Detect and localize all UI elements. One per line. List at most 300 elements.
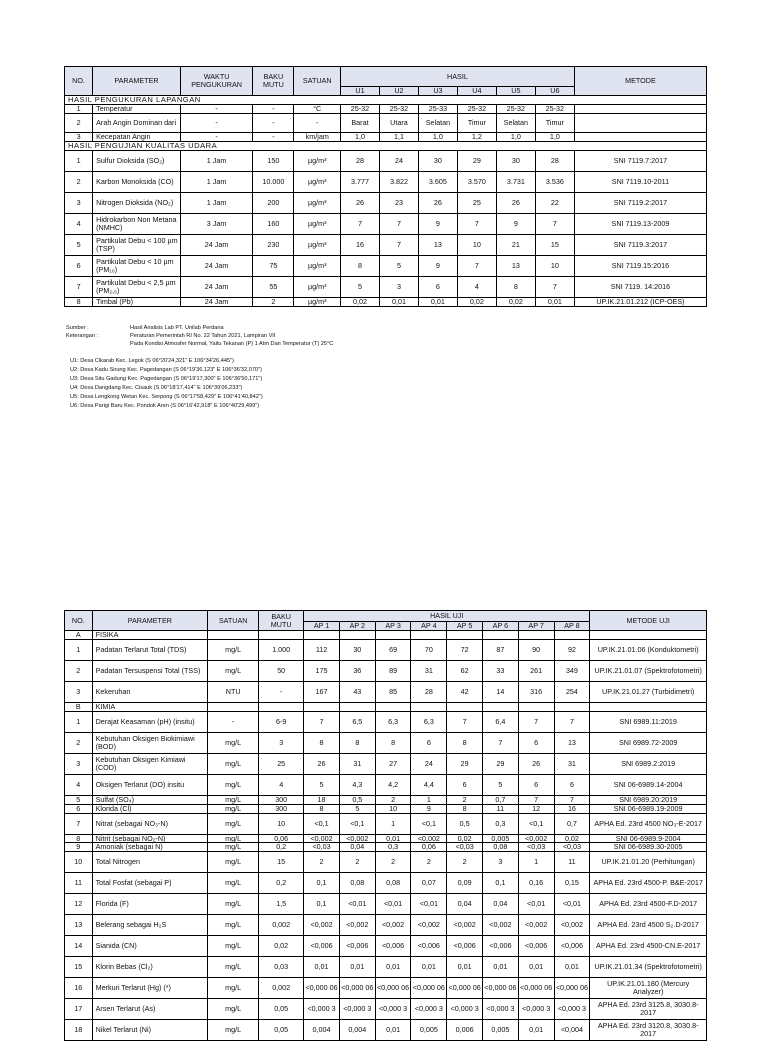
row-value-ap1: <0,1 [304,813,340,834]
row-value-u4: 25-32 [457,105,496,114]
row-no: 14 [65,936,93,957]
location-item: U1: Desa Cikarab Kec. Legok (S 06°20'24,321" E 106°34'26,445") [70,358,234,364]
row-value-ap7: 26 [518,754,554,775]
row-value-ap7: 1 [518,852,554,873]
row-satuan: µg/m³ [294,234,341,255]
table-row [65,297,707,306]
row-parameter: Total Fosfat (sebagai P) [92,873,208,894]
row-satuan: mg/L [208,661,259,682]
row-value-ap2: 0,004 [339,1020,375,1041]
row-satuan: mg/L [208,978,259,999]
row-value-ap6: 0,005 [483,1020,519,1041]
row-no: 7 [65,276,93,297]
col-u3: U3 [418,87,457,96]
col-ap2: AP 2 [339,622,375,631]
row-value-ap1: <0,002 [304,915,340,936]
row-value-ap3: 69 [375,640,411,661]
row-value-u1: 5 [341,276,380,297]
section-empty-cell [590,703,707,712]
section-row [65,631,707,640]
table-row [65,132,707,141]
row-value-ap6: 33 [483,661,519,682]
row-satuan: mg/L [208,813,259,834]
row-waktu: - [180,113,253,132]
row-parameter: Belerang sebagai H₂S [92,915,208,936]
row-value-ap2: 43 [339,682,375,703]
row-value-u6: 1,0 [535,132,574,141]
row-value-ap1: 0,1 [304,873,340,894]
row-value-u4: 25 [457,192,496,213]
row-value-ap6: 11 [483,804,519,813]
row-no: 2 [65,113,93,132]
row-value-ap6: <0,002 [483,915,519,936]
row-value-ap4: 9 [411,804,447,813]
row-value-ap7: 0,01 [518,1020,554,1041]
section-empty-cell [304,703,340,712]
row-value-ap1: <0,000 3 [304,999,340,1020]
row-no: 3 [65,132,93,141]
row-metode-uji: SNI 06-6989.19-2009 [590,804,707,813]
row-satuan: mg/L [208,834,259,843]
row-no: 3 [65,192,93,213]
row-parameter: Kebutuhan Oksigen Biokimiawi (BOD) [92,733,208,754]
row-value-u4: 7 [457,213,496,234]
row-value-u5: 30 [496,150,535,171]
row-baku-mutu: 6-9 [259,712,304,733]
section-empty-cell [447,703,483,712]
row-value-ap3: <0,01 [375,894,411,915]
row-parameter: Florida (F) [92,894,208,915]
col-ap3: AP 3 [375,622,411,631]
notes-remarks [66,332,706,348]
row-metode [574,132,706,141]
row-value-ap4: <0,002 [411,834,447,843]
row-value-ap4: 0,06 [411,843,447,852]
row-parameter: Partikulat Debu < 10 µm (PM₁₀) [93,255,181,276]
row-value-ap4: <0,000 06 [411,978,447,999]
row-baku-mutu: 4 [259,775,304,796]
row-metode-uji: APHA Ed. 23rd 3125.8, 3030.8-2017 [590,999,707,1020]
row-value-ap8: 0,01 [554,957,590,978]
row-value-ap4: 1 [411,796,447,805]
row-value-u6: 7 [535,213,574,234]
row-value-ap7: 316 [518,682,554,703]
row-metode-uji: SNI 6989.72-2009 [590,733,707,754]
row-value-ap5: 0,5 [447,813,483,834]
section-title: HASIL PENGUJIAN KUALITAS UDARA [65,141,707,150]
row-value-ap2: 36 [339,661,375,682]
row-value-ap7: <0,01 [518,894,554,915]
row-value-ap6: 0,08 [483,843,519,852]
section-empty-cell [554,631,590,640]
row-waktu: 1 Jam [180,150,253,171]
row-no: 6 [65,804,93,813]
row-value-ap5: 72 [447,640,483,661]
row-metode: SNI 7119.15:2016 [574,255,706,276]
section-empty-cell [447,631,483,640]
row-value-ap6: 0,04 [483,894,519,915]
row-value-ap2: 5 [339,804,375,813]
row-baku-mutu: 1.000 [259,640,304,661]
col-u4: U4 [457,87,496,96]
row-value-u3: 9 [418,255,457,276]
row-baku-mutu: 10 [259,813,304,834]
row-waktu: 24 Jam [180,297,253,306]
row-metode: SNI 7119.2:2017 [574,192,706,213]
row-value-ap7: 90 [518,640,554,661]
row-baku-mutu: 1,5 [259,894,304,915]
row-value-u1: 25-32 [341,105,380,114]
row-value-ap6: 0,005 [483,834,519,843]
row-value-ap4: <0,1 [411,813,447,834]
row-metode-uji: APHA Ed. 23rd 4500 S₂.D-2017 [590,915,707,936]
row-value-u1: 7 [341,213,380,234]
row-baku-mutu: - [253,132,294,141]
row-value-ap2: <0,000 3 [339,999,375,1020]
row-value-ap8: 0,7 [554,813,590,834]
row-parameter: Nikel Terlarut (Ni) [92,1020,208,1041]
row-satuan: mg/L [208,640,259,661]
row-value-ap5: <0,002 [447,915,483,936]
col-parameter: PARAMETER [93,67,181,96]
row-value-ap3: 4,2 [375,775,411,796]
row-value-ap8: 7 [554,796,590,805]
row-value-ap3: 10 [375,804,411,813]
row-waktu: - [180,132,253,141]
row-metode: SNI 7119. 14:2016 [574,276,706,297]
row-value-u5: 0,02 [496,297,535,306]
row-no: 11 [65,873,93,894]
row-metode: SNI 7119.7:2017 [574,150,706,171]
row-baku-mutu: 0,05 [259,999,304,1020]
col-u5: U5 [496,87,535,96]
row-value-ap2: 31 [339,754,375,775]
row-value-ap2: 30 [339,640,375,661]
row-value-ap7: 12 [518,804,554,813]
row-baku-mutu: 0,2 [259,843,304,852]
row-value-ap5: <0,006 [447,936,483,957]
col-no: NO. [65,67,93,96]
notes-source-value: Hasil Analisis Lab PT. Unilab Perdana [130,325,224,331]
row-value-ap5: 2 [447,852,483,873]
row-parameter: Nitrogen Dioksida (NO₂) [93,192,181,213]
section-code: B [65,703,93,712]
row-value-u4: 10 [457,234,496,255]
notes-remarks-line-1: Peraturan Pemerintah RI No. 22 Tahun 2021, Lampiran VII [130,333,276,340]
row-satuan: mg/L [208,957,259,978]
row-no: 7 [65,813,93,834]
row-satuan: mg/L [208,894,259,915]
col-ap5: AP 5 [447,622,483,631]
row-value-ap6: <0,006 [483,936,519,957]
row-value-ap1: 18 [304,796,340,805]
table-row [65,999,707,1020]
row-value-ap3: 8 [375,733,411,754]
row-value-ap8: 7 [554,712,590,733]
row-value-ap8: 31 [554,754,590,775]
section-empty-cell [518,703,554,712]
row-no: 4 [65,213,93,234]
row-value-u3: 6 [418,276,457,297]
row-no: 4 [65,775,93,796]
row-baku-mutu: 150 [253,150,294,171]
location-item: U5: Desa Lengkong Wetan Kec. Serpong (S 06°17'58,429" E 106°41'40,842") [70,394,263,401]
section-empty-cell [483,631,519,640]
row-waktu: - [180,105,253,114]
row-metode [574,105,706,114]
section-empty-cell [411,631,447,640]
row-value-ap3: 0,01 [375,1020,411,1041]
row-metode-uji: SNI 6989.11:2019 [590,712,707,733]
row-value-ap8: 349 [554,661,590,682]
location-item: U2: Desa Kadu Sirung Kec. Pagedangan (S 06°19'36,123" E 106°36'32,070") [70,367,262,374]
col-no: NO. [65,611,93,631]
row-value-u3: 30 [418,150,457,171]
row-baku-mutu: 200 [253,192,294,213]
col-hasil: HASIL [341,67,575,87]
row-parameter: Temperatur [93,105,181,114]
row-value-ap4: 6 [411,733,447,754]
row-no: 13 [65,915,93,936]
row-value-ap4: <0,006 [411,936,447,957]
col-ap6: AP 6 [483,622,519,631]
row-value-ap4: <0,01 [411,894,447,915]
row-parameter: Kebutuhan Oksigen Kimiawi (COD) [92,754,208,775]
location-item: U4: Desa Dangdang Kec. Cisauk (S 06°18'17,414" E 106°39'06,233") [70,385,243,392]
row-baku-mutu: - [253,113,294,132]
row-metode-uji: UP.IK.21.01.06 (Konduktometri) [590,640,707,661]
row-value-u4: 1,2 [457,132,496,141]
table-row [65,192,707,213]
row-value-ap3: 2 [375,796,411,805]
row-waktu: 1 Jam [180,171,253,192]
row-value-ap7: <0,000 06 [518,978,554,999]
row-baku-mutu: 50 [259,661,304,682]
row-value-ap4: 24 [411,754,447,775]
row-value-ap6: 6,4 [483,712,519,733]
table-row [65,276,707,297]
section-empty-cell [590,631,707,640]
row-parameter: Kecepatan Angin [93,132,181,141]
row-value-u3: 26 [418,192,457,213]
row-value-ap6: 87 [483,640,519,661]
location-item: U3: Desa Situ Gadung Kec. Pagedangan (S 06°19'17,300" E 106°36'50,171") [70,376,263,383]
row-value-u6: 7 [535,276,574,297]
col-baku-mutu: BAKU MUTU [259,611,304,631]
row-value-ap8: <0,004 [554,1020,590,1041]
row-value-ap4: <0,000 3 [411,999,447,1020]
col-u6: U6 [535,87,574,96]
row-satuan: µg/m³ [294,213,341,234]
row-baku-mutu: 15 [259,852,304,873]
row-value-ap1: 167 [304,682,340,703]
table-row [65,843,707,852]
row-baku-mutu: 160 [253,213,294,234]
row-value-ap5: 0,01 [447,957,483,978]
row-value-ap8: 11 [554,852,590,873]
section-empty-cell [259,631,304,640]
col-satuan: SATUAN [208,611,259,631]
row-satuan: µg/m³ [294,276,341,297]
row-value-ap5: 7 [447,712,483,733]
row-metode-uji: SNI 6989.20:2019 [590,796,707,805]
row-waktu: 3 Jam [180,213,253,234]
row-value-ap6: 29 [483,754,519,775]
row-value-ap6: 5 [483,775,519,796]
row-metode: SNI 7119.13-2009 [574,213,706,234]
notes-remarks-line-2: Pada Kondisi Atmosfer Normal, Yaitu Tekanan (P) 1 Atm Dan Temperatur (T) 25°C [130,341,334,348]
row-parameter: Kekeruhan [92,682,208,703]
row-value-ap1: <0,03 [304,843,340,852]
row-value-ap4: 70 [411,640,447,661]
col-hasil-uji: HASIL UJI [304,611,590,622]
col-ap1: AP 1 [304,622,340,631]
row-value-ap8: <0,03 [554,843,590,852]
row-value-u6: 28 [535,150,574,171]
section-empty-cell [375,631,411,640]
row-value-ap2: <0,01 [339,894,375,915]
row-value-ap4: 4,4 [411,775,447,796]
row-parameter: Oksigen Terlarut (DO) insitu [92,775,208,796]
row-waktu: 24 Jam [180,234,253,255]
row-satuan: °C [294,105,341,114]
row-value-ap1: 5 [304,775,340,796]
row-value-ap2: 6,5 [339,712,375,733]
row-satuan: µg/m³ [294,150,341,171]
row-value-u2: 3 [379,276,418,297]
row-value-ap3: 0,08 [375,873,411,894]
row-value-ap4: 0,07 [411,873,447,894]
row-baku-mutu: 230 [253,234,294,255]
row-value-ap5: 62 [447,661,483,682]
row-value-ap8: <0,006 [554,936,590,957]
row-value-u1: Barat [341,113,380,132]
row-value-ap6: <0,000 06 [483,978,519,999]
row-value-ap5: 8 [447,804,483,813]
row-parameter: Sulfur Dioksida (SO₂) [93,150,181,171]
row-baku-mutu: 0,06 [259,834,304,843]
row-value-ap3: <0,002 [375,915,411,936]
row-value-ap3: 85 [375,682,411,703]
row-value-ap8: 0,15 [554,873,590,894]
row-value-u5: 26 [496,192,535,213]
row-value-ap3: <0,000 3 [375,999,411,1020]
row-value-u1: 3.777 [341,171,380,192]
row-satuan: µg/m³ [294,171,341,192]
row-value-ap6: 0,1 [483,873,519,894]
row-value-ap2: 0,04 [339,843,375,852]
row-satuan: mg/L [208,754,259,775]
col-baku-mutu: BAKU MUTU [253,67,294,96]
row-parameter: Derajat Keasaman (pH) (insitu) [92,712,208,733]
row-value-ap7: 0,16 [518,873,554,894]
row-no: 1 [65,640,93,661]
table-row [65,813,707,834]
row-baku-mutu: 0,02 [259,936,304,957]
row-value-u5: 13 [496,255,535,276]
row-no: 3 [65,754,93,775]
table-row [65,1020,707,1041]
table-row [65,682,707,703]
table-row [65,105,707,114]
row-waktu: 24 Jam [180,276,253,297]
row-value-ap7: 6 [518,733,554,754]
row-no: 5 [65,796,93,805]
notes-remarks-label: Keterangan : [66,333,99,340]
row-parameter: Karbon Monoksida (CO) [93,171,181,192]
row-value-ap3: 89 [375,661,411,682]
table-row [65,234,707,255]
row-value-u6: 3.536 [535,171,574,192]
row-no: 6 [65,255,93,276]
row-value-ap6: 0,01 [483,957,519,978]
row-metode-uji: UP.IK.21.01.34 (Spektrofotometri) [590,957,707,978]
row-value-u2: 1,1 [379,132,418,141]
row-value-ap1: <0,006 [304,936,340,957]
col-u1: U1 [341,87,380,96]
table-row [65,873,707,894]
row-parameter: Timbal (Pb) [93,297,181,306]
row-satuan: mg/L [208,936,259,957]
section-empty-cell [304,631,340,640]
row-no: 2 [65,661,93,682]
row-value-ap6: 0,7 [483,796,519,805]
row-no: 5 [65,234,93,255]
row-baku-mutu: 55 [253,276,294,297]
row-value-u4: 3.570 [457,171,496,192]
row-baku-mutu: 0,002 [259,978,304,999]
row-value-u4: 0,02 [457,297,496,306]
row-value-ap5: <0,03 [447,843,483,852]
row-waktu: 24 Jam [180,255,253,276]
row-value-ap3: 0,01 [375,957,411,978]
row-value-ap1: <0,002 [304,834,340,843]
row-parameter: Partikulat Debu < 2,5 µm (PM₂,₅) [93,276,181,297]
col-parameter: PARAMETER [92,611,208,631]
row-no: 12 [65,894,93,915]
row-value-ap1: 0,004 [304,1020,340,1041]
row-value-ap5: 8 [447,733,483,754]
row-value-u6: 15 [535,234,574,255]
row-value-ap7: 6 [518,775,554,796]
row-satuan: mg/L [208,1020,259,1041]
row-satuan: mg/L [208,775,259,796]
row-metode-uji: APHA Ed. 23rd 4500-F.D-2017 [590,894,707,915]
row-value-ap5: 0,09 [447,873,483,894]
row-baku-mutu: 2 [253,297,294,306]
water-quality-table-body [65,631,707,1041]
row-value-u5: Selatan [496,113,535,132]
col-waktu: WAKTU PENGUKURAN [180,67,253,96]
section-empty-cell [411,703,447,712]
row-satuan: µg/m³ [294,255,341,276]
section-empty-cell [208,631,259,640]
row-value-ap6: 7 [483,733,519,754]
section-row [65,703,707,712]
air-quality-table-body [65,96,707,307]
row-baku-mutu: 0,2 [259,873,304,894]
row-value-ap1: 8 [304,733,340,754]
row-parameter: Nitrit (sebagai NO₂-N) [92,834,208,843]
row-value-ap2: <0,1 [339,813,375,834]
col-ap7: AP 7 [518,622,554,631]
row-metode-uji: APHA Ed. 23rd 4500 NO₃-E-2017 [590,813,707,834]
notes [66,324,706,348]
water-quality-table [64,610,707,1041]
row-value-ap8: 0,02 [554,834,590,843]
row-value-ap5: 29 [447,754,483,775]
row-metode-uji: UP.IK.21.01.27 (Turbidimetri) [590,682,707,703]
